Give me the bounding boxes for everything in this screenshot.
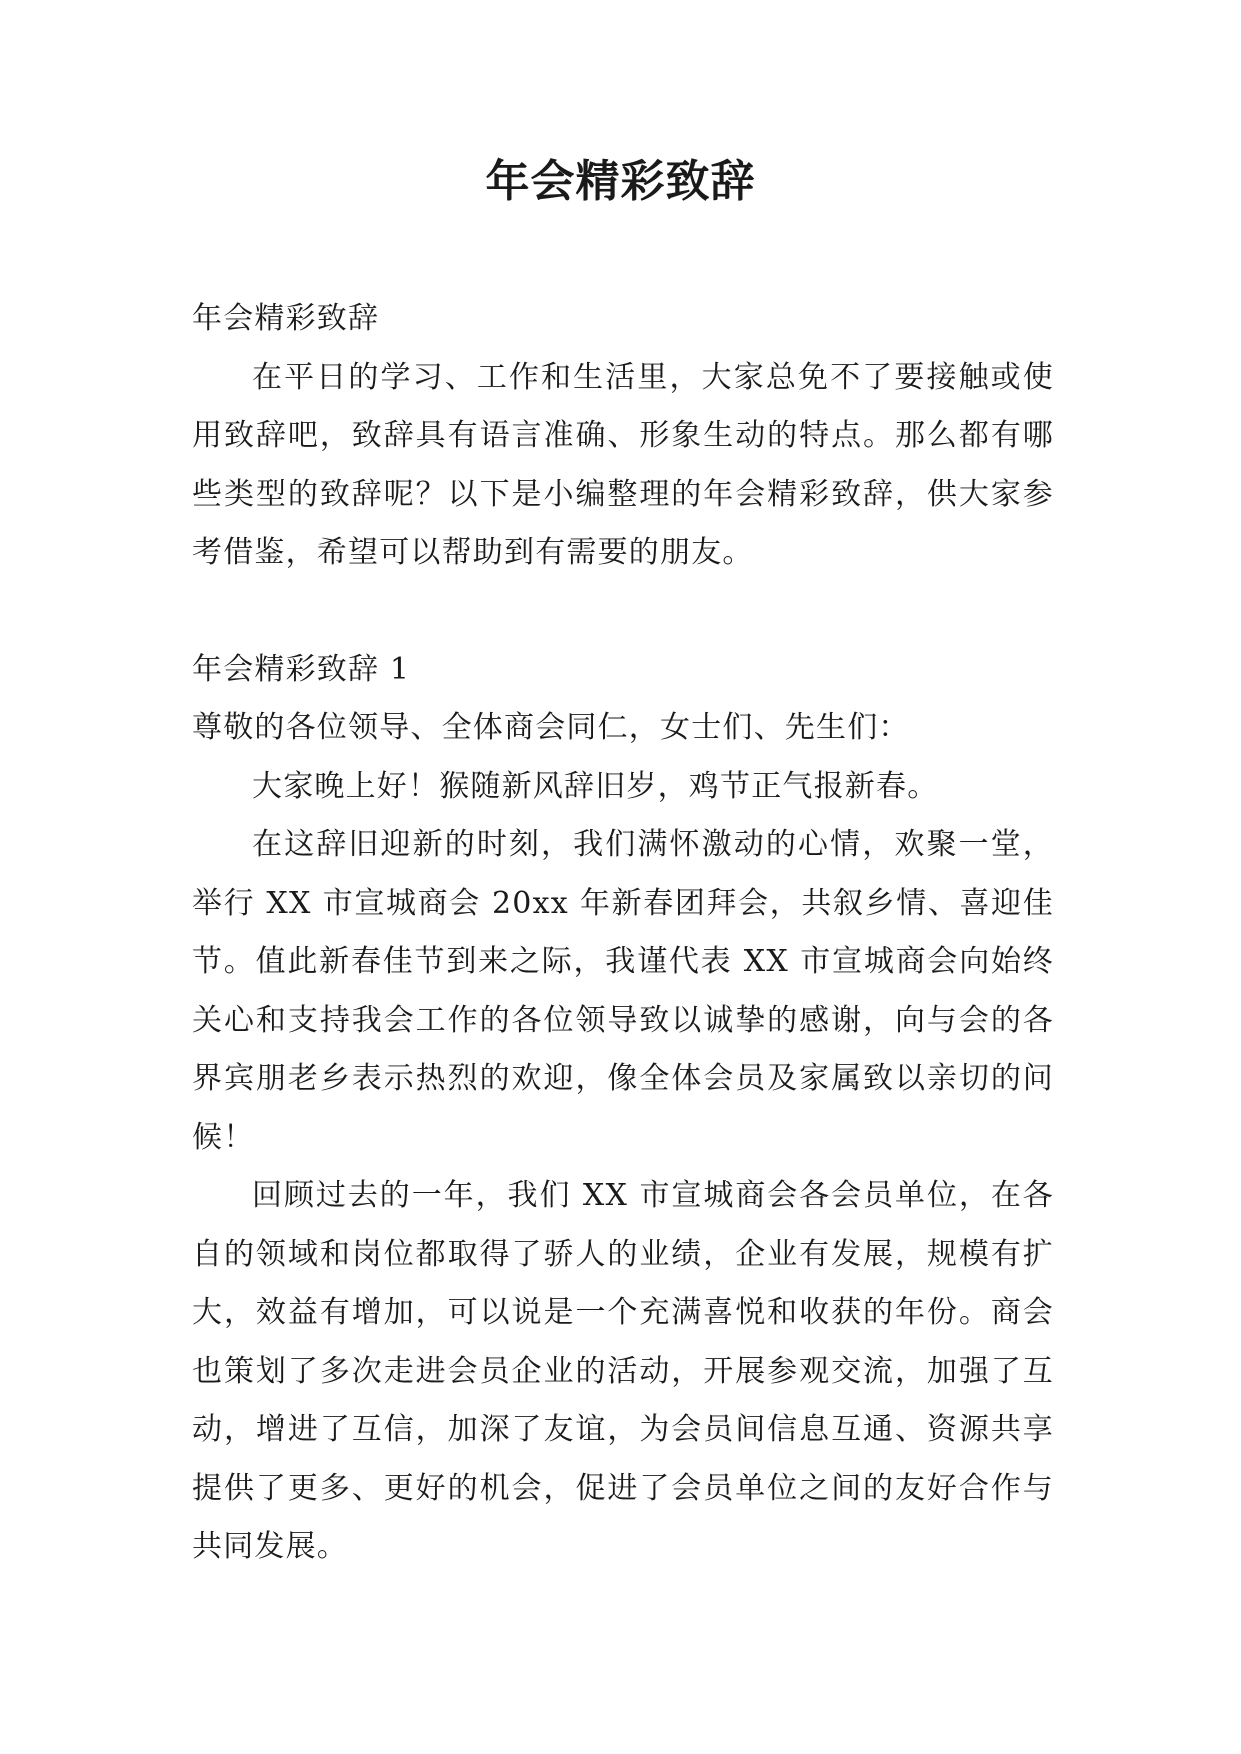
body-paragraph: 在这辞旧迎新的时刻，我们满怀激动的心情，欢聚一堂，举行 XX 市宣城商会 20xx 年新春团拜会，共叙乡情、喜迎佳节。值此新春佳节到来之际，我谨代表 XX 市宣城商会向始终关心和支持我会工作的各位领导致以诚挚的感谢，向与会的各界宾朋老乡表示热烈的欢迎，像全体会员及家属致以亲切的问候！ — [192, 827, 1054, 1155]
body-paragraph: 大家晚上好！猴随新风辞旧岁，鸡节正气报新春。 — [252, 768, 939, 804]
subtitle: 年会精彩致辞 — [192, 301, 380, 336]
intro-paragraph: 在平日的学习、工作和生活里，大家总免不了要接触或使用致辞吧，致辞具有语言准确、形象生动的特点。那么都有哪些类型的致辞呢？以下是小编整理的年会精彩致辞，供大家参考借鉴，希望可以帮助到有需要的朋友。 — [192, 359, 1054, 570]
section-spacer — [192, 583, 1054, 641]
document-body — [192, 290, 1054, 1577]
salutation: 尊敬的各位领导、全体商会同仁，女士们、先生们： — [192, 710, 910, 745]
section-heading: 年会精彩致辞 1 — [192, 651, 411, 687]
body-paragraph: 回顾过去的一年，我们 XX 市宣城商会各会员单位，在各自的领域和岗位都取得了骄人的业绩，企业有发展，规模有扩大，效益有增加，可以说是一个充满喜悦和收获的年份。商会也策划了多次走进会员企业的活动，开展参观交流，加强了互动，增进了互信，加深了友谊，为会员间信息互通、资源共享提供了更多、更好的机会，促进了会员单位之间的友好合作与共同发展。 — [192, 1178, 1054, 1564]
document-title: 年会精彩致辞 — [485, 156, 756, 207]
